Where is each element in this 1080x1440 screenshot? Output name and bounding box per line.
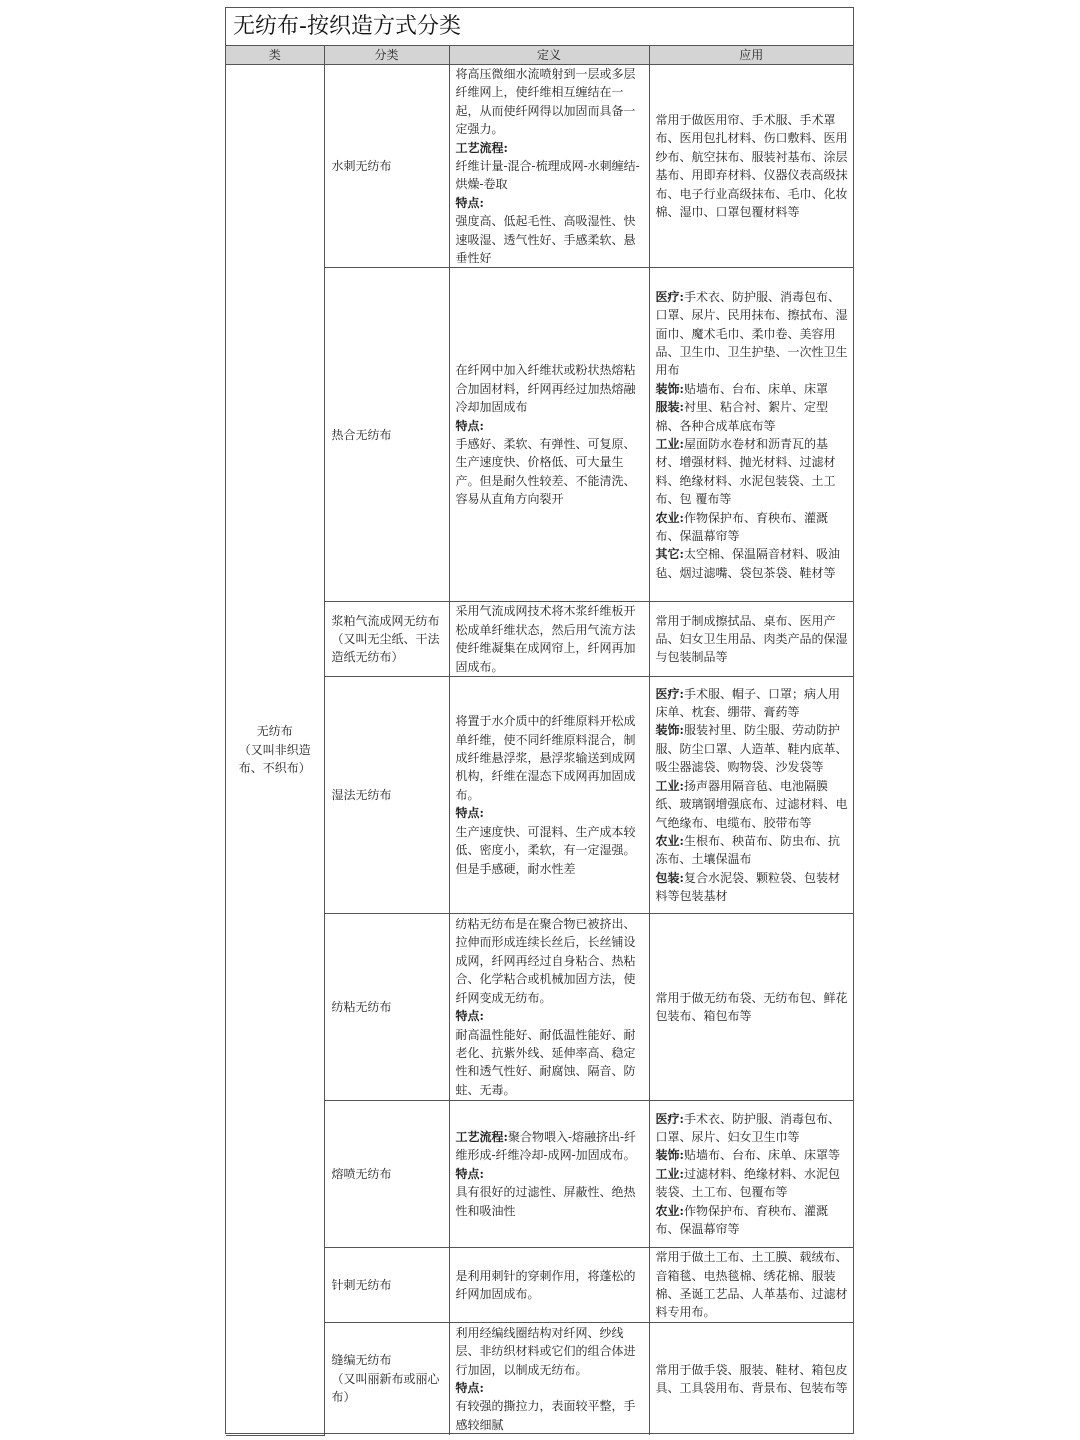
application-paragraph — [656, 1146, 850, 1164]
subcategory-name-cell: 热合无纺布 — [324, 268, 449, 602]
definition-paragraph — [456, 194, 645, 212]
application-label: 装饰: — [655, 723, 684, 738]
application-text: 常用于做手袋、服装、鞋材、箱包皮具、工具袋用布、背景布、包装布等 — [655, 1362, 848, 1395]
definition-label: 特点: — [455, 1166, 484, 1181]
header-subcategory: 分类 — [324, 46, 449, 65]
application-text: 太空棉、保温隔音材料、吸油毡、烟过滤嘴、袋包茶袋、鞋材等 — [655, 547, 840, 580]
application-label: 包装: — [655, 870, 684, 885]
definition-paragraph — [456, 1183, 645, 1220]
subcategory-name-cell: 湿法无纺布 — [324, 677, 449, 914]
subcategory-name-cell: 水刺无纺布 — [324, 65, 449, 268]
application-cell — [649, 1322, 853, 1435]
application-label: 服装: — [655, 400, 684, 415]
definition-paragraph — [456, 1379, 645, 1397]
application-cell — [649, 1101, 853, 1248]
application-label: 农业: — [655, 833, 684, 848]
definition-cell — [449, 1322, 649, 1435]
subcategory-name-cell: 纺粘无纺布 — [324, 914, 449, 1101]
application-label: 工业: — [655, 1166, 684, 1181]
definition-label: 特点: — [455, 806, 484, 821]
definition-paragraph — [456, 1267, 645, 1304]
application-cell — [649, 677, 853, 914]
application-text: 手术衣、防护服、消毒包布、口罩、尿片、民用抹布、擦拭布、湿面巾、魔术毛巾、柔巾卷、美容用品、卫生巾、卫生护垫、一次性卫生用布 — [655, 289, 848, 378]
definition-paragraph — [456, 65, 645, 139]
definition-paragraph — [456, 602, 645, 676]
definition-label: 特点: — [455, 418, 484, 433]
application-cell — [649, 65, 853, 268]
application-paragraph — [656, 1110, 850, 1147]
definition-cell — [449, 65, 649, 268]
application-cell — [649, 1248, 853, 1323]
application-text: 贴墙布、台布、床单、床罩等 — [683, 1148, 840, 1163]
subcategory-name-cell: 熔喷无纺布 — [324, 1101, 449, 1248]
application-text: 复合水泥袋、颗粒袋、包装材料等包装基材 — [655, 870, 840, 904]
application-text: 常用于做无纺布袋、无纺布包、鲜花包装布、箱包布等 — [655, 990, 848, 1024]
definition-label: 特点: — [455, 1009, 484, 1024]
application-text: 手术服、帽子、口罩；病人用床单、枕套、绷带、膏药等 — [655, 686, 840, 720]
application-paragraph — [656, 1361, 850, 1398]
application-text: 常用于做医用帘、手术服、手术罩布、医用包扎材料、伤口敷料、医用纱布、航空抹布、服装衬基布、涂层基布、用即弃材料、仪器仪表高级抹布、电子行业高级抹布、毛巾、化妆棉、湿巾、口罩包覆材料等 — [655, 113, 848, 220]
definition-text: 将置于水介质中的纤维原料开松成单纤维，使不同纤维原料混合，制成纤维悬浮浆，悬浮浆输送到成网机构，纤维在湿态下成网再加固成布。 — [455, 714, 636, 802]
definition-paragraph — [456, 212, 645, 267]
definition-text: 手感好、柔软、有弹性、可复原、生产速度快、价格低、可大量生产。但是耐久性较差、不能清洗、容易从直角方向裂开 — [455, 436, 636, 507]
definition-cell — [449, 1248, 649, 1323]
application-paragraph — [656, 509, 850, 546]
definition-paragraph — [456, 1128, 645, 1165]
definition-text: 将高压微细水流喷射到一层或多层纤维网上，使纤维相互缠结在一起，从而使纤网得以加固而具备一定强力。 — [455, 67, 636, 137]
document-sheet — [225, 7, 854, 1434]
category-cell: 无纺布 （又叫非织造布、不织布） — [226, 65, 324, 1436]
definition-paragraph — [456, 804, 645, 822]
application-paragraph — [656, 1248, 850, 1322]
document-title: 无纺布-按织造方式分类 — [226, 8, 853, 46]
application-text: 常用于制成擦拭品、桌布、医用产品、妇女卫生用品、肉类产品的保湿与包装制品等 — [655, 613, 848, 665]
application-paragraph — [656, 435, 850, 509]
definition-label: 工艺流程: — [455, 140, 508, 155]
application-text: 衬里、粘合衬、絮片、定型棉、各种合成革底布等 — [655, 400, 828, 433]
definition-paragraph — [456, 1026, 645, 1100]
definition-cell — [449, 1101, 649, 1248]
definition-label: 特点: — [455, 1380, 484, 1395]
definition-text: 利用经编线圈结构对纤网、纱线层、非纺织材料或它们的组合体进行加固，以制成无纺布。 — [455, 1325, 636, 1377]
application-text: 过滤材料、绝缘材料、水泥包装袋、土工布、包覆布等 — [655, 1166, 840, 1200]
application-text: 贴墙布、台布、床单、床罩 — [683, 381, 828, 396]
application-label: 装饰: — [655, 1148, 684, 1163]
table-row — [226, 65, 853, 268]
definition-paragraph — [456, 417, 645, 435]
application-paragraph — [656, 1202, 850, 1239]
definition-paragraph — [456, 361, 645, 416]
application-label: 医疗: — [655, 1111, 684, 1126]
definition-paragraph — [456, 157, 645, 194]
application-label: 农业: — [655, 1203, 684, 1218]
definition-text: 有较强的撕拉力，表面较平整，手感较细腻 — [455, 1399, 636, 1432]
classification-table — [226, 46, 853, 1436]
table-body — [226, 65, 853, 1436]
application-label: 工业: — [655, 778, 684, 793]
definition-text: 强度高、低起毛性、高吸湿性、快速吸湿、透气性好、手感柔软、悬垂性好 — [455, 214, 636, 266]
application-text: 屋面防水卷材和沥青瓦的基材、增强材料、抛光材料、过滤材料、绝缘材料、水泥包装袋、土工布、包 覆布等 — [655, 436, 836, 507]
definition-paragraph — [456, 1165, 645, 1183]
definition-paragraph — [456, 1324, 645, 1379]
definition-paragraph — [456, 823, 645, 878]
application-paragraph — [656, 612, 850, 667]
application-text: 扬声器用隔音毡、电池隔膜纸、玻璃钢增强底布、过滤材料、电气绝缘布、电缆布、胶带布等 — [655, 778, 848, 830]
definition-text: 是利用刺针的穿刺作用，将蓬松的纤网加固成布。 — [455, 1268, 636, 1301]
header-category: 类 — [226, 46, 324, 65]
application-label: 装饰: — [655, 381, 684, 396]
application-text: 作物保护布、育秧布、灌溉布、保温幕帘等 — [655, 510, 828, 543]
application-paragraph — [656, 685, 850, 722]
application-paragraph — [656, 721, 850, 776]
definition-label: 工艺流程: — [455, 1130, 508, 1145]
application-paragraph — [656, 398, 850, 435]
definition-cell — [449, 268, 649, 602]
application-label: 农业: — [655, 510, 684, 525]
application-paragraph — [656, 380, 850, 398]
application-text: 服装衬里、防尘服、劳动防护服、防尘口罩、人造革、鞋内底革、吸尘器滤袋、购物袋、沙发袋等 — [655, 723, 848, 775]
definition-text: 具有很好的过滤性、屏蔽性、绝热性和吸油性 — [455, 1185, 636, 1218]
subcategory-name-cell: 缝编无纺布 （又叫丽新布或丽心布） — [324, 1322, 449, 1435]
application-paragraph — [656, 777, 850, 832]
definition-text: 耐高温性能好、耐低温性能好、耐老化、抗紫外线、延伸率高、稳定性和透气性好、耐腐蚀、隔音、防蛀、无毒。 — [455, 1027, 636, 1097]
definition-cell — [449, 677, 649, 914]
application-cell — [649, 268, 853, 602]
application-paragraph — [656, 288, 850, 380]
application-paragraph — [656, 111, 850, 221]
definition-paragraph — [456, 1397, 645, 1434]
application-paragraph — [656, 545, 850, 582]
definition-paragraph — [456, 435, 645, 509]
definition-paragraph — [456, 139, 645, 157]
definition-label: 特点: — [455, 195, 484, 210]
application-label: 其它: — [655, 547, 684, 562]
application-text: 作物保护布、育秧布、灌溉布、保温幕帘等 — [655, 1203, 828, 1237]
header-application: 应用 — [649, 46, 853, 65]
application-cell — [649, 602, 853, 677]
definition-text: 纺粘无纺布是在聚合物已被挤出、拉伸而形成连续长丝后，长丝铺设成网，纤网再经过自身粘合、热粘合、化学粘合或机械加固方法，使纤网变成无纺布。 — [455, 917, 636, 1005]
definition-cell — [449, 914, 649, 1101]
application-paragraph — [656, 989, 850, 1026]
definition-text: 在纤网中加入纤维状或粉状热熔粘合加固材料，纤网再经过加热熔融冷却加固成布 — [455, 363, 636, 415]
definition-paragraph — [456, 1007, 645, 1025]
definition-text: 纤维计量-混合-梳理成网-水刺缠结-烘燥-卷取 — [455, 159, 640, 192]
definition-text: 生产速度快、可混料、生产成本较低、密度小，柔软，有一定湿强。但是手感硬，耐水性差 — [455, 824, 636, 876]
definition-paragraph — [456, 712, 645, 804]
application-text: 生根布、秧苗布、防虫布、抗冻布、土壤保温布 — [655, 833, 840, 867]
application-label: 工业: — [655, 436, 684, 451]
definition-text: 采用气流成网技术将木浆纤维板开松成单纤维状态，然后用气流方法使纤维凝集在成网帘上，纤网再加固成布。 — [455, 604, 636, 674]
table-header-row — [226, 46, 853, 65]
application-paragraph — [656, 1165, 850, 1202]
definition-paragraph — [456, 915, 645, 1007]
application-paragraph — [656, 869, 850, 906]
application-cell — [649, 914, 853, 1101]
application-label: 医疗: — [655, 289, 684, 304]
subcategory-name-cell: 针刺无纺布 — [324, 1248, 449, 1323]
application-text: 常用于做土工布、土工膜、载绒布、音箱毯、电热毯棉、绣花棉、服装棉、圣诞工艺品、人革基布、过滤材料专用布。 — [655, 1250, 848, 1320]
definition-cell — [449, 602, 649, 677]
application-paragraph — [656, 832, 850, 869]
application-text: 手术衣、防护服、消毒包布、口罩、尿片、妇女卫生巾等 — [655, 1111, 840, 1145]
header-definition: 定义 — [449, 46, 649, 65]
application-label: 医疗: — [655, 686, 684, 701]
subcategory-name-cell: 浆粕气流成网无纺布 （又叫无尘纸、干法造纸无纺布） — [324, 602, 449, 677]
definition-text: 聚合物喂入-熔融挤出-纤维形成-纤维冷却-成网-加固成布。 — [455, 1130, 637, 1163]
